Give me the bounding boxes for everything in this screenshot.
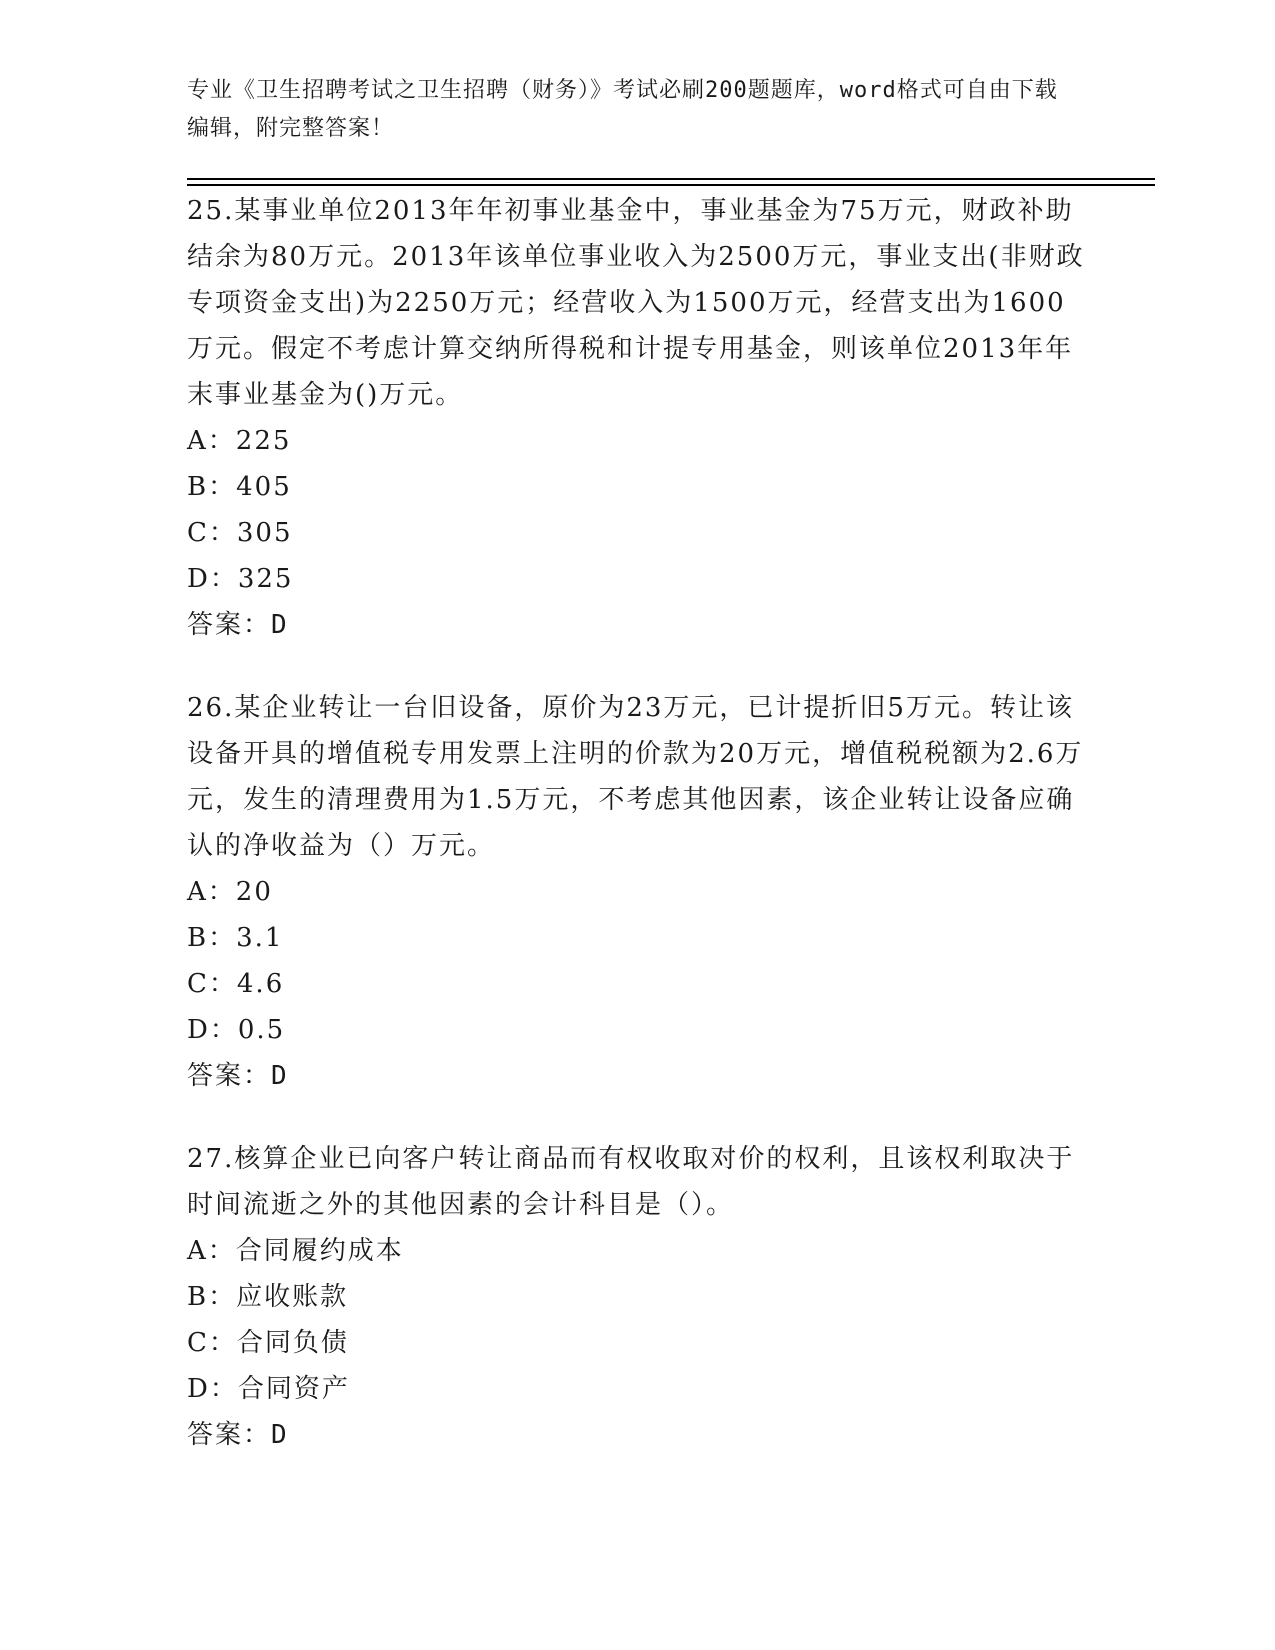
option-c: C：305 (187, 518, 293, 548)
question-25 (187, 188, 1087, 648)
answer-line: 答案：D (187, 1420, 289, 1450)
question-list (187, 188, 1087, 1495)
header-divider-top (187, 178, 1155, 180)
option-d: D：0.5 (187, 1015, 286, 1045)
answer-line: 答案：D (187, 610, 289, 640)
option-b: B：应收账款 (187, 1282, 349, 1312)
option-a: A：225 (187, 426, 292, 456)
option-b: B：3.1 (187, 923, 284, 953)
header-divider-bottom (187, 184, 1155, 186)
option-c: C：合同负债 (187, 1328, 349, 1358)
option-a: A：20 (187, 877, 273, 907)
question-26 (187, 685, 1087, 1099)
option-d: D：合同资产 (187, 1374, 350, 1404)
option-a: A：合同履约成本 (187, 1236, 404, 1266)
question-27 (187, 1136, 1087, 1458)
option-b: B：405 (187, 472, 292, 502)
question-text: 27.核算企业已向客户转让商品而有权收取对价的权利，且该权利取决于时间流逝之外的其他因素的会计科目是（）。 (187, 1144, 1075, 1220)
option-d: D：325 (187, 564, 294, 594)
option-c: C：4.6 (187, 969, 285, 999)
header-title: 专业《卫生招聘考试之卫生招聘（财务）》考试必刷200题题库，word格式可自由下载编辑，附完整答案！ (187, 78, 1058, 141)
question-text: 26.某企业转让一台旧设备，原价为23万元，已计提折旧5万元。转让该设备开具的增值税专用发票上注明的价款为20万元，增值税税额为2.6万元，发生的清理费用为1.5万元，不考虑其他因素，该企业转让设备应确认的净收益为（）万元。 (187, 693, 1084, 861)
question-text: 25.某事业单位2013年年初事业基金中，事业基金为75万元，财政补助结余为80万元。2013年该单位事业收入为2500万元，事业支出(非财政专项资金支出)为2250万元；经营收入为1500万元，经营支出为1600万元。假定不考虑计算交纳所得税和计提专用基金，则该单位2013年年末事业基金为()万元。 (187, 196, 1085, 410)
document-header (187, 72, 1067, 148)
answer-line: 答案：D (187, 1061, 289, 1091)
